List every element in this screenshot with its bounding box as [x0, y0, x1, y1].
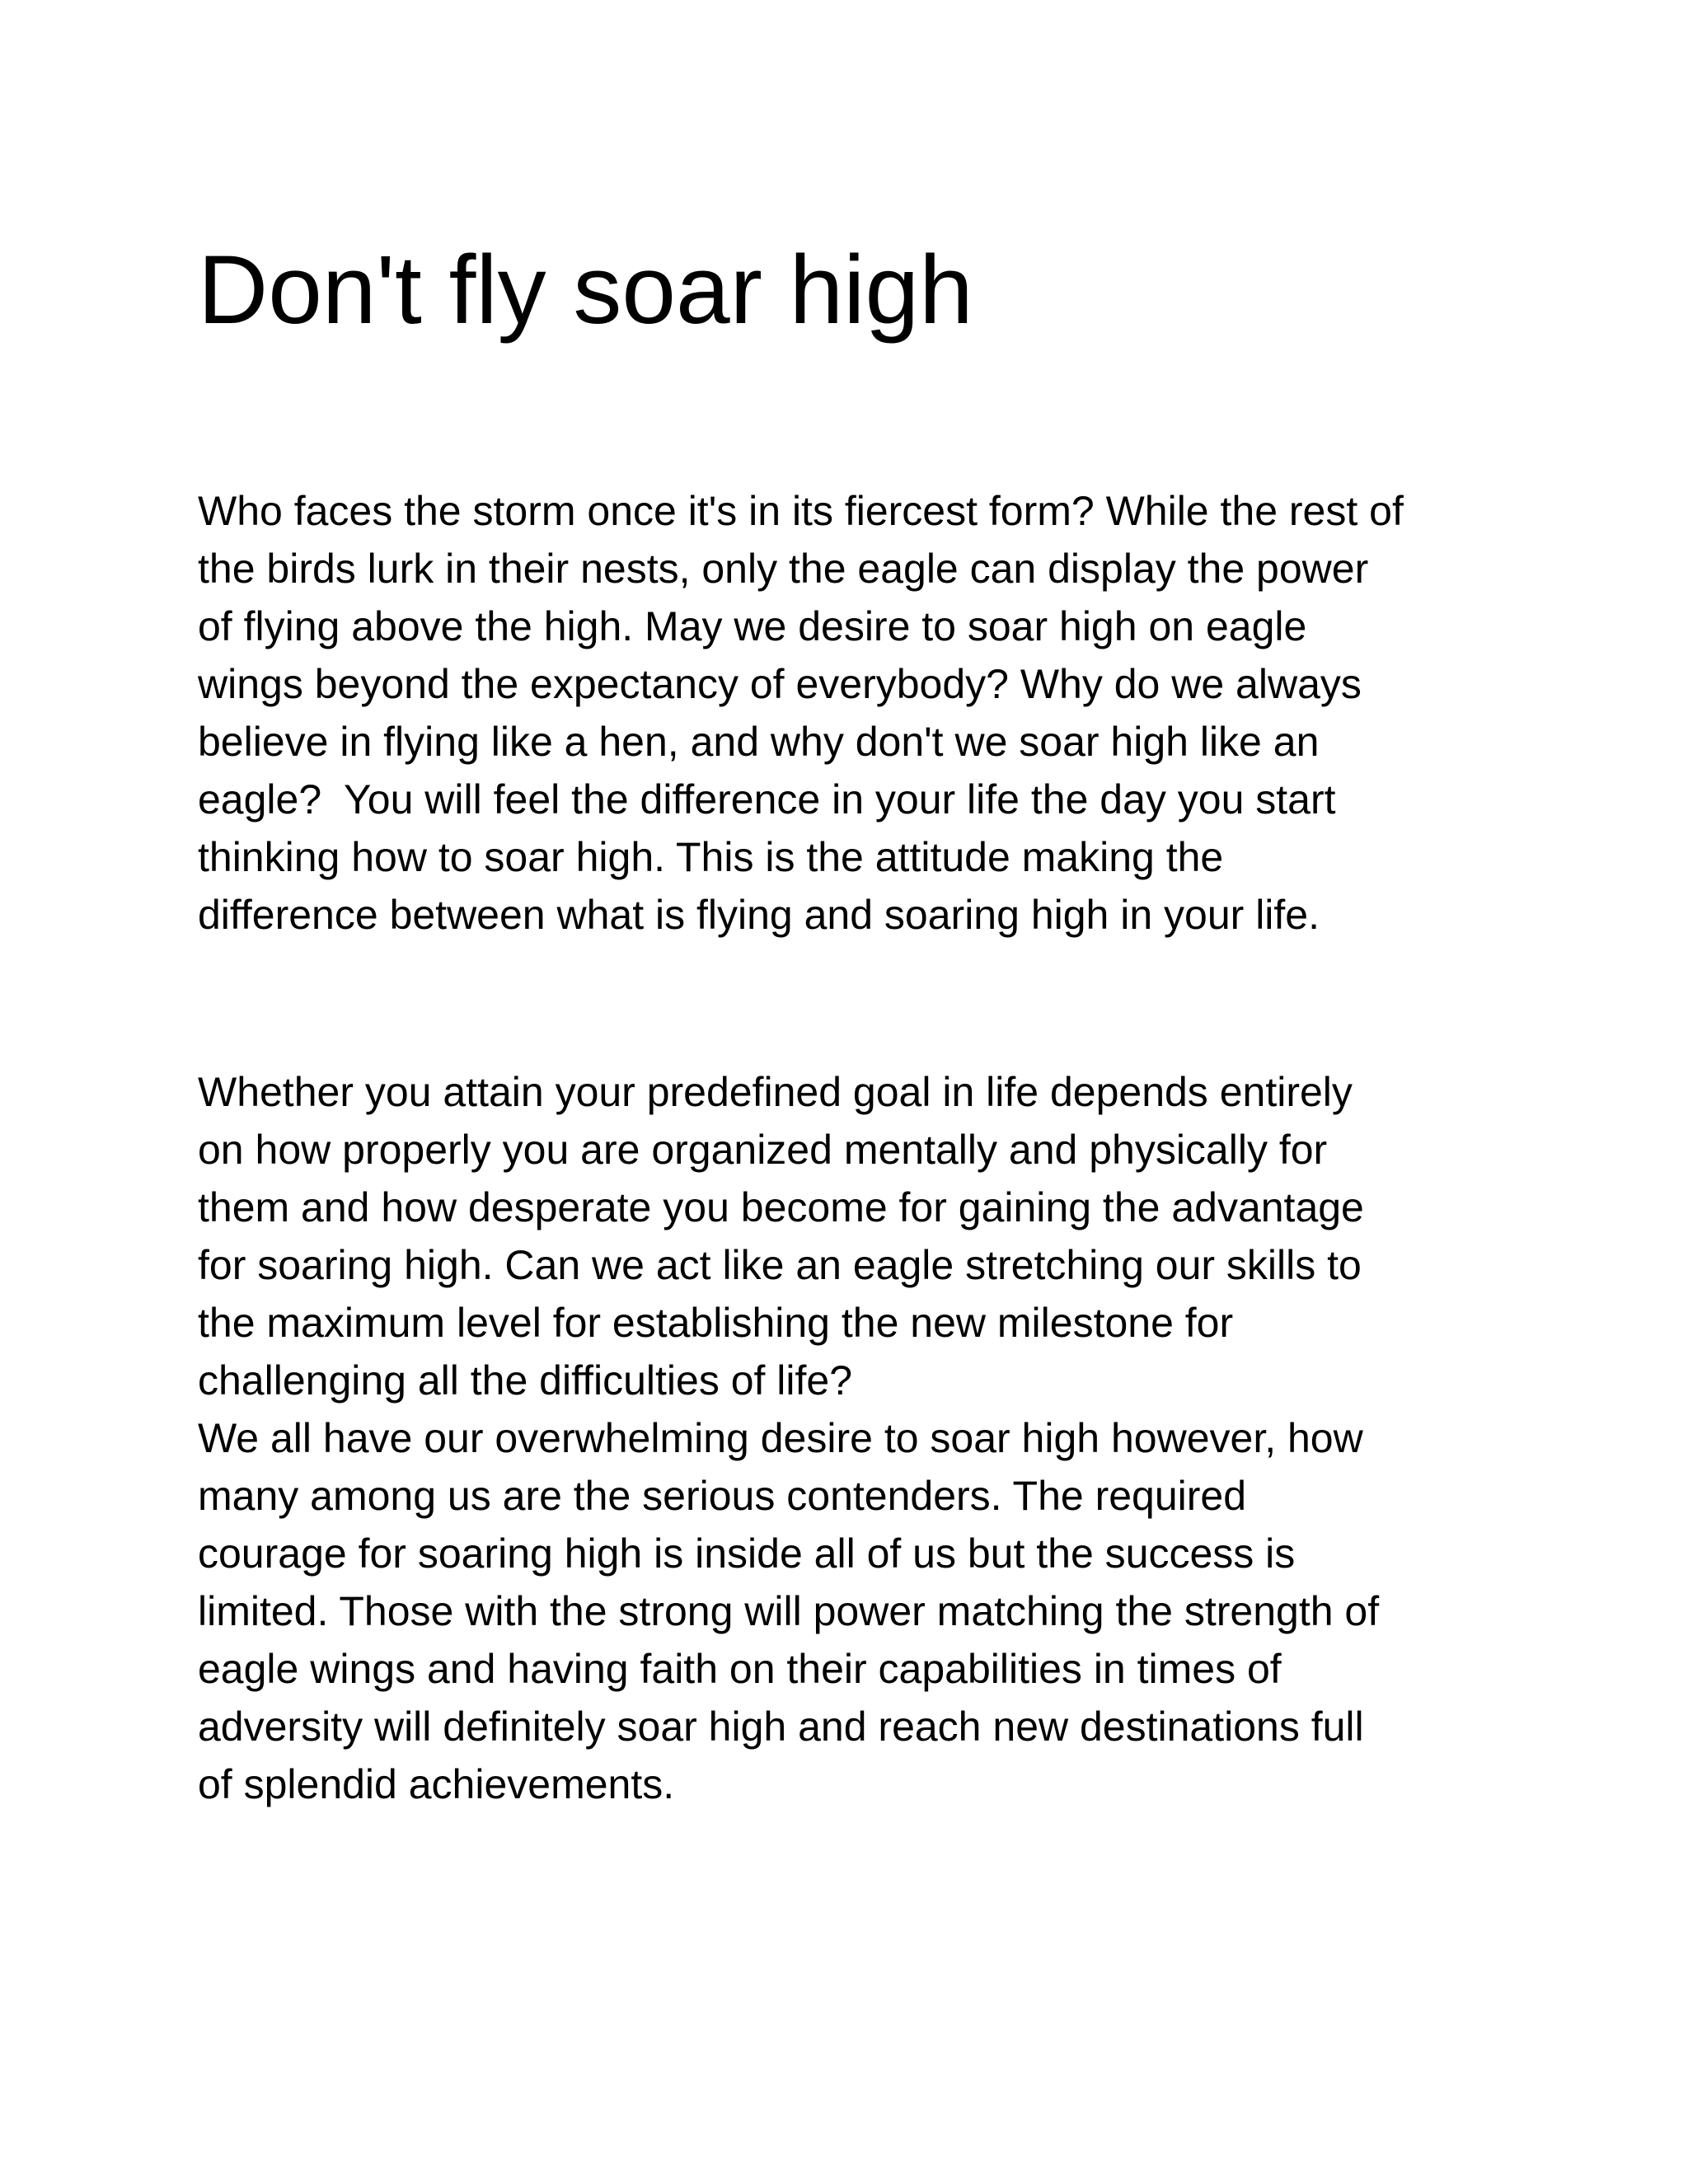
text-line: on how properly you are organized mentally and physically for	[198, 1127, 1328, 1173]
text-line: adversity will definitely soar high and reach new destinations full	[198, 1704, 1364, 1750]
paragraph-2	[198, 1063, 1533, 1813]
text-line: difference between what is flying and soaring high in your life.	[198, 892, 1320, 938]
text-line: them and how desperate you become for gaining the advantage	[198, 1184, 1364, 1230]
text-line: the maximum level for establishing the new milestone for	[198, 1300, 1234, 1346]
text-line: thinking how to soar high. This is the attitude making the	[198, 834, 1224, 880]
text-line: challenging all the difficulties of life?	[198, 1357, 853, 1404]
text-line: limited. Those with the strong will power matching the strength of	[198, 1588, 1380, 1634]
text-line: wings beyond the expectancy of everybody? Why do we always	[198, 661, 1362, 707]
text-line: Whether you attain your predefined goal in life depends entirely	[198, 1069, 1353, 1115]
text-line: believe in flying like a hen, and why don't we soar high like an	[198, 719, 1320, 765]
text-line: of flying above the high. May we desire to soar high on eagle	[198, 603, 1307, 649]
text-line: eagle wings and having faith on their capabilities in times of	[198, 1646, 1282, 1692]
document-title: Don't fly soar high	[198, 236, 973, 344]
text-line: courage for soaring high is inside all of us but the success is	[198, 1530, 1296, 1577]
text-line: the birds lurk in their nests, only the eagle can display the power	[198, 546, 1369, 592]
paragraph-1	[198, 482, 1533, 944]
text-line: We all have our overwhelming desire to soar high however, how	[198, 1415, 1363, 1461]
text-line: for soaring high. Can we act like an eagle stretching our skills to	[198, 1242, 1362, 1288]
text-line: of splendid achievements.	[198, 1761, 675, 1807]
text-line: eagle? You will feel the difference in your life the day you start	[198, 776, 1336, 823]
text-line: many among us are the serious contenders. The required	[198, 1473, 1247, 1519]
text-line: Who faces the storm once it's in its fiercest form? While the rest of	[198, 488, 1404, 534]
